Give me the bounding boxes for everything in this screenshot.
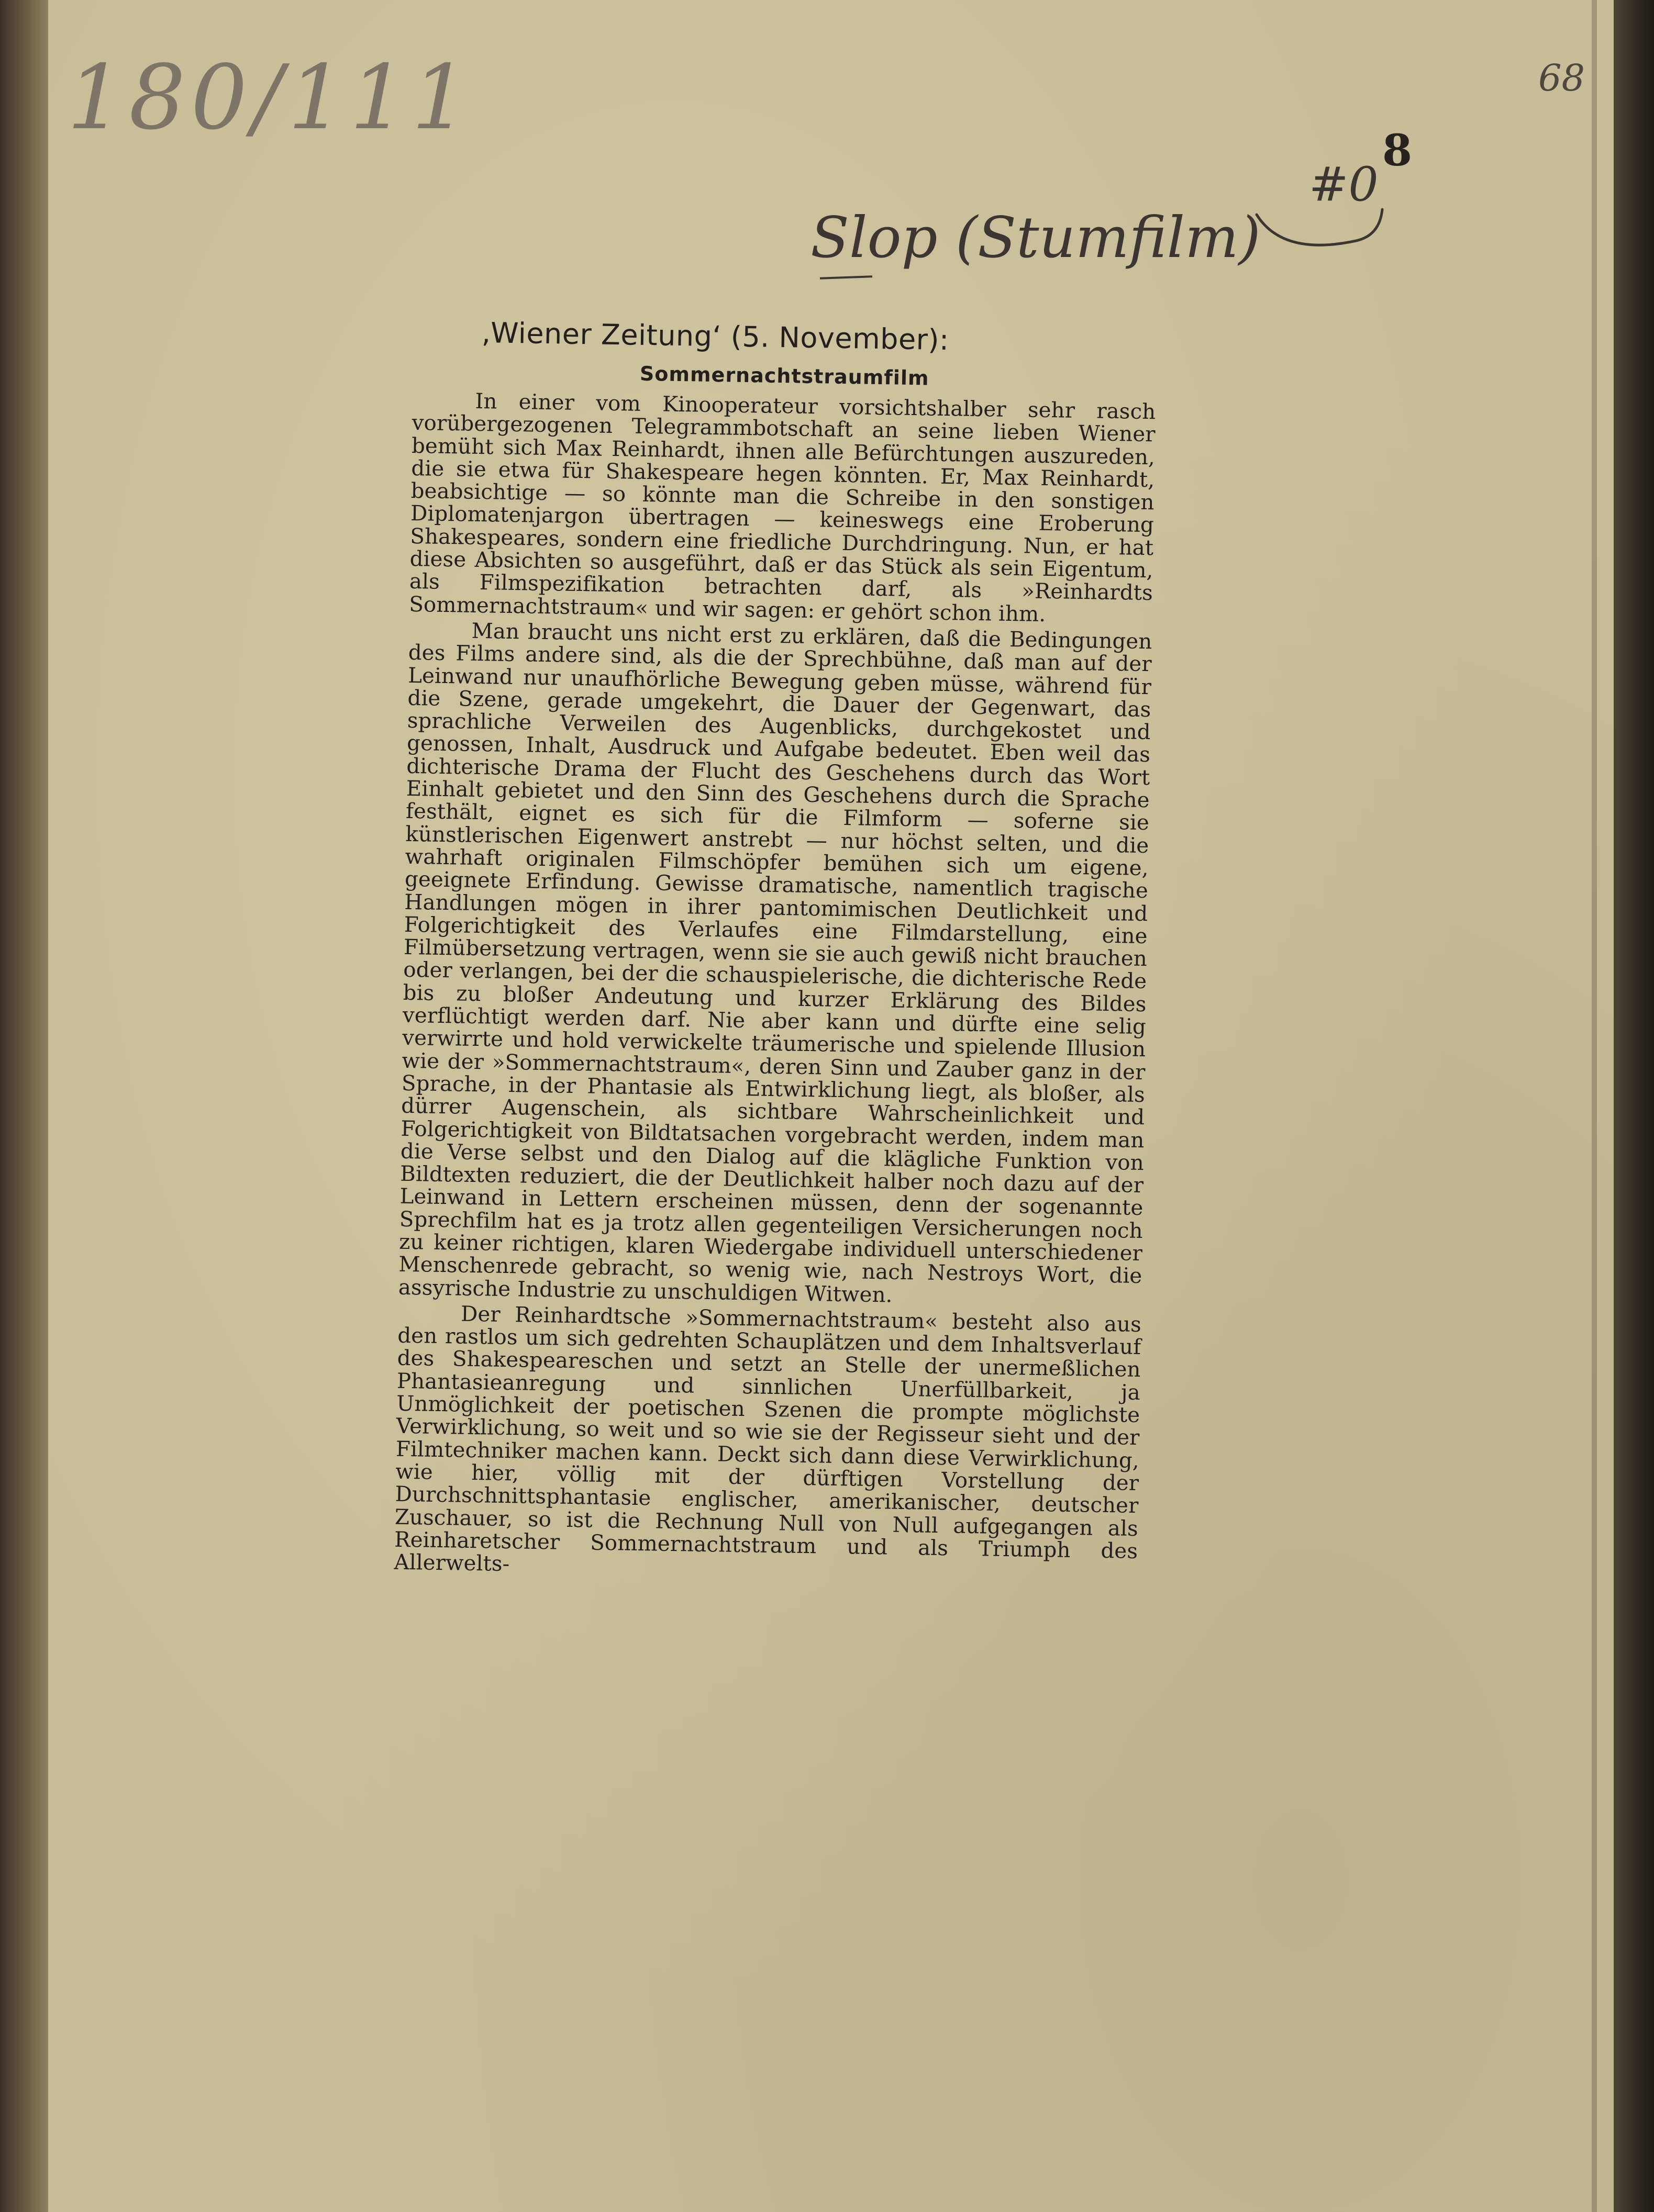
page-number-annotation: 68 — [1538, 57, 1585, 99]
author-note-annotation: Slop (Stumfilm) — [811, 205, 1261, 271]
article-source: ‚Wiener Zeitung‘ (5. November): — [481, 316, 950, 357]
binding-edge — [0, 0, 48, 2212]
corner-number-annotation: 8 — [1382, 126, 1413, 176]
article-paragraph: Der Reinhardtsche »Sommernachtstraum« besteht also aus den rastlos um sich gedrehten Schauplätzen und dem Inhaltsverlauf des Shakespeareschen und setzt an Stelle der unermeßlichen Phantasieanregung und sinnlichen Unerfüllbarkeit, ja Unmöglichkeit der poetischen Szenen die prompte möglichste Verwirklichung, so weit und so wie sie der Regisseur sieht und der Filmtechniker machen kann. Deckt sich dann diese Verwirklichung, wie hier, völlig mit der dürftigen Vorstellung der Durchschnittsphantasie englischer, amerikanischer, deutscher Zuschauer, so ist die Rechnung Null von Null aufgegangen als Reinharetscher Sommernachtstraum und als Triumph des Allerwelts- — [394, 1301, 1142, 1577]
corner-mark-annotation: #0 — [1309, 157, 1379, 212]
right-edge — [1614, 0, 1654, 2212]
newspaper-clipping — [394, 315, 1157, 1585]
archive-number-annotation: 180/111 — [67, 46, 474, 150]
article-paragraph: Man braucht uns nicht erst zu erklären, daß die Bedingungen des Films andere sind, als die der Sprechbühne, daß man auf der Leinwand nur unaufhörliche Bewegung geben müsse, während für die Szene, gerade umgekehrt, die Dauer der Gegenwart, das sprachliche Verweilen des Augenblicks, durchgekostet und genossen, Inhalt, Ausdruck und Aufgabe bedeutet. Eben weil das dichterische Drama der Flucht des Geschehens durch das Wort Einhalt gebietet und den Sinn des Geschehens durch die Sprache festhält, eignet es sich für die Filmform — soferne sie künstlerischen Eigenwert anstrebt — nur höchst selten, und die wahrhaft originalen Filmschöpfer bemühen sich um eigene, geeignete Erfindung. Gewisse dramatische, namentlich tragische Handlungen mögen in ihrer pantomimischen Deutlichkeit und Folgerichtigkeit des Verlaufes eine Filmdarstellung, eine Filmübersetzung vertragen, wenn sie sie auch gewiß nicht brauchen oder verlangen, bei der die schauspielerische, die dichterische Rede bis zu bloßer Andeutung und kurzer Erklärung des Bildes verflüchtigt werden darf. Nie aber kann und dürfte eine selig verwirrte und hold verwickelte träumerische und spielende Illusion wie der »Sommernachtstraum«, deren Sinn und Zauber ganz in der Sprache, in der Phantasie als Entwirklichung liegt, als bloßer, als dürrer Augenschein, als sichtbare Wahrscheinlichkeit und Folgerichtigkeit von Bildtatsachen vorgebracht werden, indem man die Verse selbst und den Dialog auf die klägliche Funktion von Bildtexten reduziert, die der Deutlichkeit halber noch dazu auf der Leinwand in Lettern erscheinen müssen, denn der sogenannte Sprechfilm hat es ja trotz allen gegenteiligen Versicherungen noch zu keiner richtigen, klaren Wiedergabe individuell unterschiedener Menschenrede gebracht, so wenig wie, nach Nestroys Wort, die assyrische Industrie zu unschuldigen Witwen. — [398, 618, 1152, 1308]
article-headline: Sommernachtstraumfilm — [639, 362, 929, 390]
corner-curve-mark — [1251, 178, 1387, 256]
page-crease — [1592, 0, 1597, 2212]
article-paragraph: In einer vom Kinooperateur vorsichtshalber sehr rasch vorübergezogenen Telegrammbotschaft an seine lieben Wiener bemüht sich Max Reinhardt, ihnen alle Befürchtungen auszureden, die sie etwa für Shakespeare hegen könnten. Er, Max Reinhardt, beabsichtige — so könnte man die Schreibe in den sonstigen Diplomatenjargon übertragen — keineswegs eine Eroberung Shakespeares, sondern eine friedliche Durchdringung. Nun, er hat diese Absichten so ausgeführt, daß er das Stück als sein Eigentum, als Filmspezifikation betrachten darf, als »Reinhardts Sommernachtstraum« und wir sagen: er gehört schon ihm. — [408, 388, 1156, 627]
